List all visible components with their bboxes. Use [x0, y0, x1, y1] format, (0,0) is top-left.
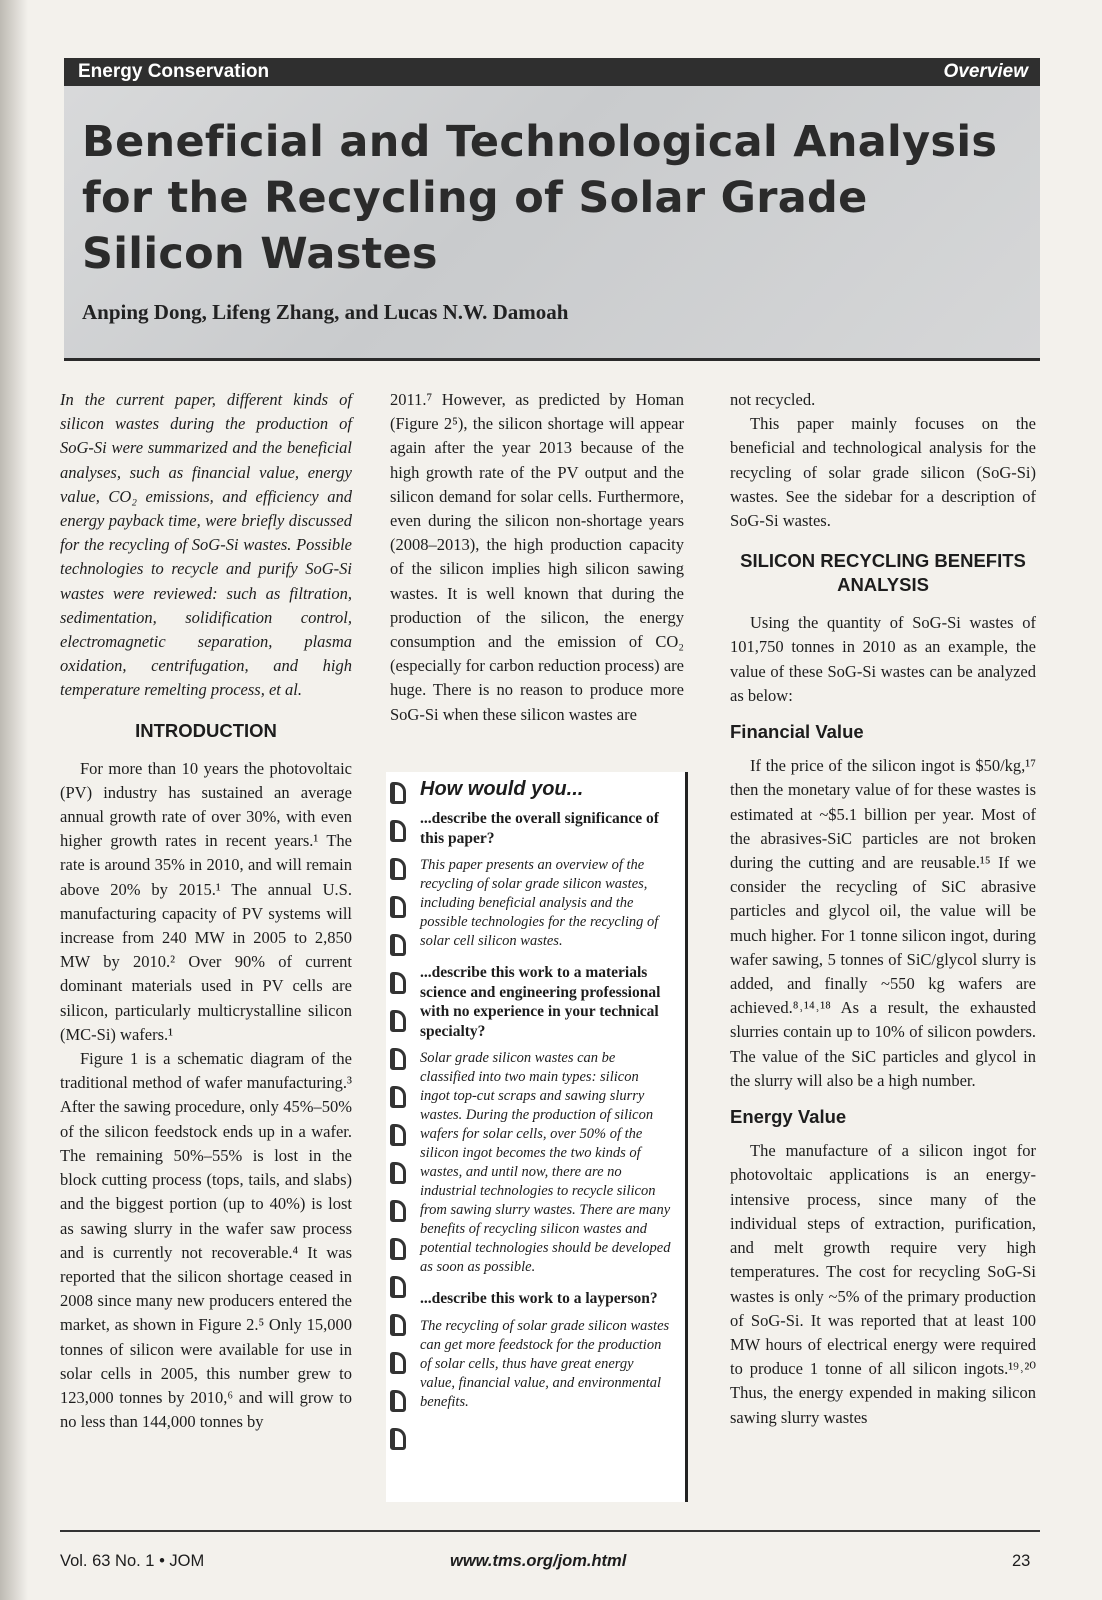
page-number: 23 — [1012, 1552, 1031, 1570]
article-header — [64, 58, 1040, 361]
page-binding-shadow — [0, 0, 28, 1600]
journal-url: www.tms.org/jom.html — [450, 1552, 627, 1570]
sidebar-question-2: ...describe this work to a materials science and engineering professional with no experience in your technical specialty? — [420, 964, 661, 1040]
journal-volume: Vol. 63 No. 1 • JOM — [60, 1552, 205, 1570]
benefits-heading: SILICON RECYCLING BENEFITS ANALYSIS — [740, 550, 1026, 596]
financial-value-paragraph: If the price of the silicon ingot is $50/kg,¹⁷ then the monetary value of for these wastes is estimated at ~$5.1 billion per year. Most of the abrasives-SiC particles are not broken during the cutting and are reusable.¹⁵ If we consider the recycling of SiC abrasive particles and glycol oil, the value will be much higher. For 1 tonne silicon ingot, during wafer sawing, 5 tonnes of SiC/glycol slurry is added, and finally ~550 kg wafers are achieved.⁸˒¹⁴˒¹⁸ As a result, the exhausted slurries contain up to 10% of silicon powders. The value of the SiC particles and glycol in the slurry will also be a high number. — [730, 756, 1036, 1090]
sidebar-title: How would you... — [420, 778, 584, 800]
column-1 — [60, 388, 352, 1434]
section-bar — [64, 58, 1040, 86]
sidebar-answer-2: Solar grade silicon wastes can be classified into two main types: silicon ingot top-cut scraps and sawing slurry wastes. During the production of silicon wafers for solar cells, over 50% of the silicon ingot becomes the two kinds of wastes, and until now, there are no industrial technologies to recycle silicon from sawing slurry wastes. There are many benefits of recycling silicon wastes and potential technologies should be developed as soon as possible. — [420, 1050, 671, 1275]
introduction-paragraph-4: not recycled. — [730, 390, 816, 409]
sidebar-border — [685, 772, 688, 1502]
financial-value-heading: Financial Value — [730, 721, 864, 743]
introduction-paragraph-1: For more than 10 years the photovoltaic (PV) industry has sustained an average annual growth rate of over 30%, with even higher growth rates in recent years.¹ The rate is around 35% in 2010, and will remain above 20% by 2015.¹ The annual U.S. manufacturing capacity of PV systems will increase from 240 MW in 2005 to 2,850 MW by 2010.² Over 90% of current dominant materials used in PV cells are silicon, particularly multicrystalline silicon (MC-Si) wafers.¹ — [60, 758, 352, 1044]
column-3 — [730, 388, 1036, 1430]
energy-value-paragraph: The manufacture of a silicon ingot for photovoltaic applications is an energy-intensive process, since many of the individual steps of extraction, purification, and melt growth require very high temperatures. The cost for recycling SoG-Si wastes is only ~5% of the primary production of SoG-Si. It was reported that at least 100 MW hours of electrical energy were required to produce 1 tonne of all silicon ingots.¹⁹˒²⁰ Thus, the energy expended in making silicon sawing slurry wastes — [730, 1141, 1036, 1427]
article-authors: Anping Dong, Lifeng Zhang, and Lucas N.W. Damoah — [82, 300, 569, 324]
abstract: In the current paper, different kinds of silicon wastes during the production of SoG-Si were summarized and the beneficial analyses, such as financial value, energy value, CO₂ emissions, and efficiency and energy payback time, were briefly discussed for the recycling of SoG-Si wastes. Possible technologies to recycle and purify SoG-Si wastes were reviewed: such as filtration, sedimentation, solidification control, electromagnetic separation, plasma oxidation, centrifugation, and high temperature remelting process, et al. — [60, 390, 352, 700]
column-2 — [390, 388, 684, 727]
benefits-paragraph-1: Using the quantity of SoG-Si wastes of 101,750 tonnes in 2010 as an example, the value of these SoG-Si wastes can be analyzed as below: — [730, 613, 1036, 705]
footer-rule — [60, 1530, 1040, 1532]
introduction-paragraph-2: Figure 1 is a schematic diagram of the traditional method of wafer manufacturing.³ After the sawing procedure, only 45%–50% of the silicon feedstock ends up in a wafer. The remaining 50%–55% is lost in the block cutting process (tops, tails, and slabs) and the biggest portion (up to 40%) is lost as sawing slurry in the wafer saw process and is currently not recoverable.⁴ It was reported that the silicon shortage ceased in 2008 since many new producers entered the market, as shown in Figure 2.⁵ Only 15,000 tonnes of silicon were available for use in solar cells in 2005, this number grew to 123,000 tonnes by 2010,⁶ and will grow to no less than 144,000 tonnes by — [60, 1049, 352, 1432]
sidebar-answer-3: The recycling of solar grade silicon wastes can get more feedstock for the production of solar cells, thus have great energy value, financial value, and environmental benefits. — [420, 1317, 670, 1410]
notebook-spiral-graphic — [386, 782, 412, 1482]
overview-label: Overview — [943, 61, 1028, 82]
how-would-you-sidebar — [386, 772, 688, 1502]
section-label: Energy Conservation — [78, 61, 270, 82]
introduction-heading: INTRODUCTION — [135, 719, 277, 741]
sidebar-answer-1: This paper presents an overview of the recycling of solar grade silicon wastes, including beneficial analysis and the possible technologies for the recycling of solar cell silicon wastes. — [420, 857, 659, 949]
energy-value-heading: Energy Value — [730, 1106, 847, 1128]
introduction-paragraph-3: 2011.⁷ However, as predicted by Homan (Figure 2⁵), the silicon shortage will appear again after the year 2013 because of the high growth rate of the PV output and the silicon demand for solar cells. Furthermore, even during the silicon non-shortage years (2008–2013), the high production capacity of the silicon implies high silicon sawing wastes. It is well known that during the production of the silicon, the energy consumption and the emission of CO₂ (especially for carbon reduction process) are huge. There is no reason to produce more SoG-Si when these silicon wastes are — [390, 390, 684, 724]
sidebar-question-1: ...describe the overall significance of this paper? — [420, 810, 659, 847]
sidebar-question-3: ...describe this work to a layperson? — [420, 1290, 658, 1307]
introduction-paragraph-5: This paper mainly focuses on the beneficial and technological analysis for the recycling of solar grade silicon (SoG-Si) wastes. See the sidebar for a description of SoG-Si wastes. — [730, 414, 1036, 531]
article-title: Beneficial and Technological Analysis for the Recycling of Solar Grade Silicon Wastes — [82, 117, 998, 279]
